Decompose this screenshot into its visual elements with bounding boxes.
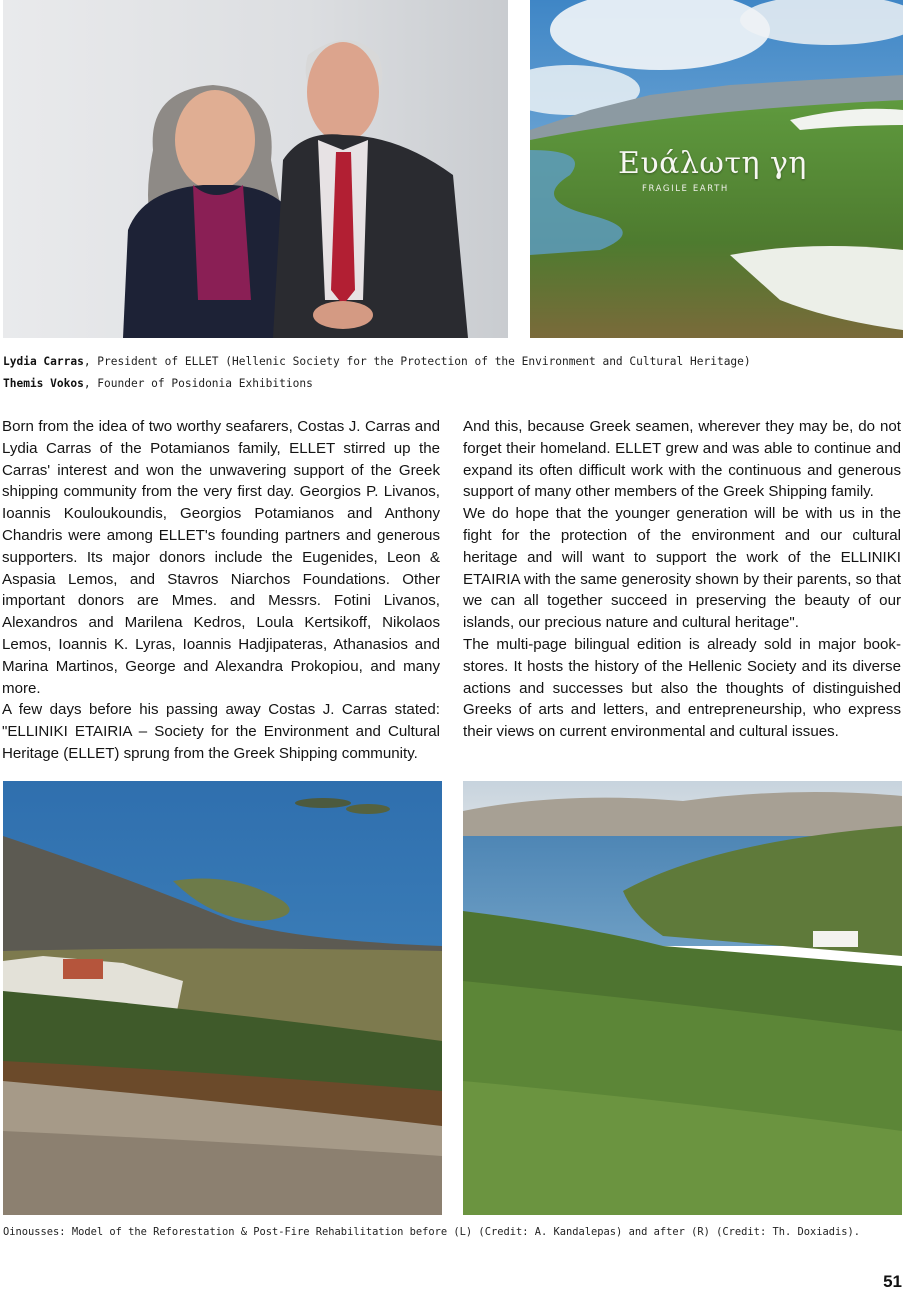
caption-role: , President of ELLET (Hellenic Society for the Protection of the Environment and Cultural Heritage) — [83, 355, 751, 368]
caption-lydia-carras — [3, 355, 751, 368]
cover-subtitle: FRAGILE EARTH — [642, 184, 729, 194]
caption-role: , Founder of Posidonia Exhibitions — [83, 377, 313, 390]
article-paragraph: Born from the idea of two worthy seafarers, Costas J. Carras and Lydia Carras of the Potamianos family, ELLET stirred up the Carras' interest and won the unwavering support of the Greek shipping community from the very first day. Georgios P. Livanos, Ioannis Kouloukoundis, Georgios Potamianos and Anthony Chandris were among ELLET's founding partners and generous supporters. Its major donors include the Eugenides, Leon & Aspasia Lemos, and Stavros Niarchos Foundations. Other important donors are Mmes. and Messrs. Fotini Livanos, Alexandros and Marilena Kedros, Loula Kertsikoff, Nikolaos Lemos, Ioannis K. Lyras, Ioannis Hadjipateras, Athanasios and Marina Martinos, George and Alexandra Prokopiou, and many more. — [2, 418, 440, 697]
article-paragraph: We do hope that the younger generation will be with us in the fight for the protection of the environment and our cultural heritage and will want to support the work of the ELLINIKI ETAIRIA with the same generosity shown by their parents, so that we can all together succeed in preserving the beauty of our islands, our precious nature and cultural heritage". — [463, 505, 901, 632]
article-column-right — [463, 416, 901, 743]
article-paragraph: A few days before his passing away Costas J. Carras stated: "ELLINIKI ETAIRIA – Society for the Environment and Cultural Heritage (ELLET) sprung from the Greek Shipping community. — [2, 701, 440, 762]
page-number: 51 — [883, 1272, 902, 1291]
article-paragraph: And this, because Greek seamen, wherever they may be, do not forget their homeland. ELLET grew and was able to continue and expand its often difficult work with the continuous and generous support of many other members of the Greek Shipping family. — [463, 418, 901, 501]
caption-reforestation: Oinousses: Model of the Reforestation & Post-Fire Rehabilitation before (L) (Credit: A. Kandalepas) and after (R) (Credit: Th. Doxiadis). — [3, 1226, 861, 1238]
landscape-before-photo — [3, 781, 442, 1215]
caption-name: Themis Vokos — [3, 377, 84, 390]
cover-title: Ευάλωτη γη — [618, 146, 807, 181]
article-column-left — [2, 416, 440, 765]
book-cover-photo — [530, 0, 903, 338]
portrait-photo — [3, 0, 508, 338]
article-paragraph: The multi-page bilingual edition is already sold in major bookstores. It hosts the history of the Hellenic Society and its diverse actions and successes but also the thoughts of distinguished Greeks of arts and letters, and entrepreneurship, who express their views on current environmental and cultural issues. — [463, 635, 901, 741]
caption-themis-vokos — [3, 377, 313, 390]
landscape-after-photo — [463, 781, 902, 1215]
caption-name: Lydia Carras — [3, 355, 84, 368]
